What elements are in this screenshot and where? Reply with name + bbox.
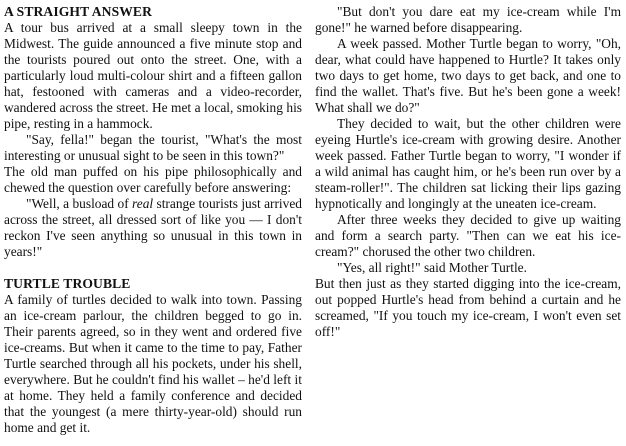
story2-paragraph-1: A family of turtles decided to walk into town. Passing an ice-cream parlour, the children begged to go in. Their parents agreed, so in they went and ordered five ice-creams. But when it came to the time to pay, Father Turtle searched through all his pockets, under his shell, everywhere. But he couldn't find his wallet – he'd left it at home. They held a family conference and decided that the youngest (a mere thirty-year-old) should run home and get it. bbox=[4, 292, 302, 435]
story1-paragraph-1: A tour bus arrived at a small sleepy town in the Midwest. The guide announced a five minute stop and the tourists poured out onto the street. One, with a particularly loud multi-colour shirt and a fifteen gallon hat, festooned with cameras and a video-recorder, wandered across the street. He met a local, smoking his pipe, resting in a hammock. bbox=[4, 20, 302, 131]
story1-paragraph-2: "Say, fella!" began the tourist, "What's the most interesting or unusual sight to be seen in this town?" bbox=[4, 132, 302, 163]
story1-p4-emphasis: real bbox=[132, 196, 154, 211]
story2-paragraph-5: After three weeks they decided to give up waiting and form a search party. "Then can we eat his ice-cream?" chorused the other two children. bbox=[315, 212, 621, 259]
story1-paragraph-3: The old man puffed on his pipe philosophically and chewed the question over carefully before answering: bbox=[4, 164, 302, 195]
story2-paragraph-4: They decided to wait, but the other children were eyeing Hurtle's ice-cream with growing desire. Another week passed. Father Turtle began to worry, "I wonder if a wild animal has caught him, or he's been run over by a steam-roller!". The children sat licking their lips gazing hypnotically and longingly at the uneaten ice-cream. bbox=[315, 116, 621, 211]
story2-paragraph-6: "Yes, all right!" said Mother Turtle. bbox=[337, 260, 527, 275]
left-column bbox=[4, 4, 302, 436]
story-title-turtle-trouble: TURTLE TROUBLE bbox=[4, 276, 131, 291]
story2-paragraph-7: But then just as they started digging into the ice-cream, out popped Hurtle's head from behind a curtain and he screamed, "If you touch my ice-cream, I won't even set off!" bbox=[315, 276, 621, 339]
right-column bbox=[315, 4, 621, 340]
story1-p4-end: strange tourists just arrived across the street, all dressed sort of like you — I don't reckon I've seen anything so unusual in this town in years!" bbox=[4, 196, 302, 259]
story2-paragraph-3: A week passed. Mother Turtle began to worry, "Oh, dear, what could have happened to Hurtle? It takes only two days to get home, two days to get back, and one to find the wallet. That's five. But he's been gone a week! What shall we do?" bbox=[315, 36, 621, 115]
story1-paragraph-4 bbox=[4, 196, 302, 260]
story-title-straight-answer: A STRAIGHT ANSWER bbox=[4, 4, 153, 19]
story1-p4-start: "Well, a busload of bbox=[26, 196, 133, 211]
story-separator bbox=[4, 260, 302, 276]
story2-paragraph-2: "But don't you dare eat my ice-cream while I'm gone!" he warned before disappearing. bbox=[315, 4, 621, 35]
